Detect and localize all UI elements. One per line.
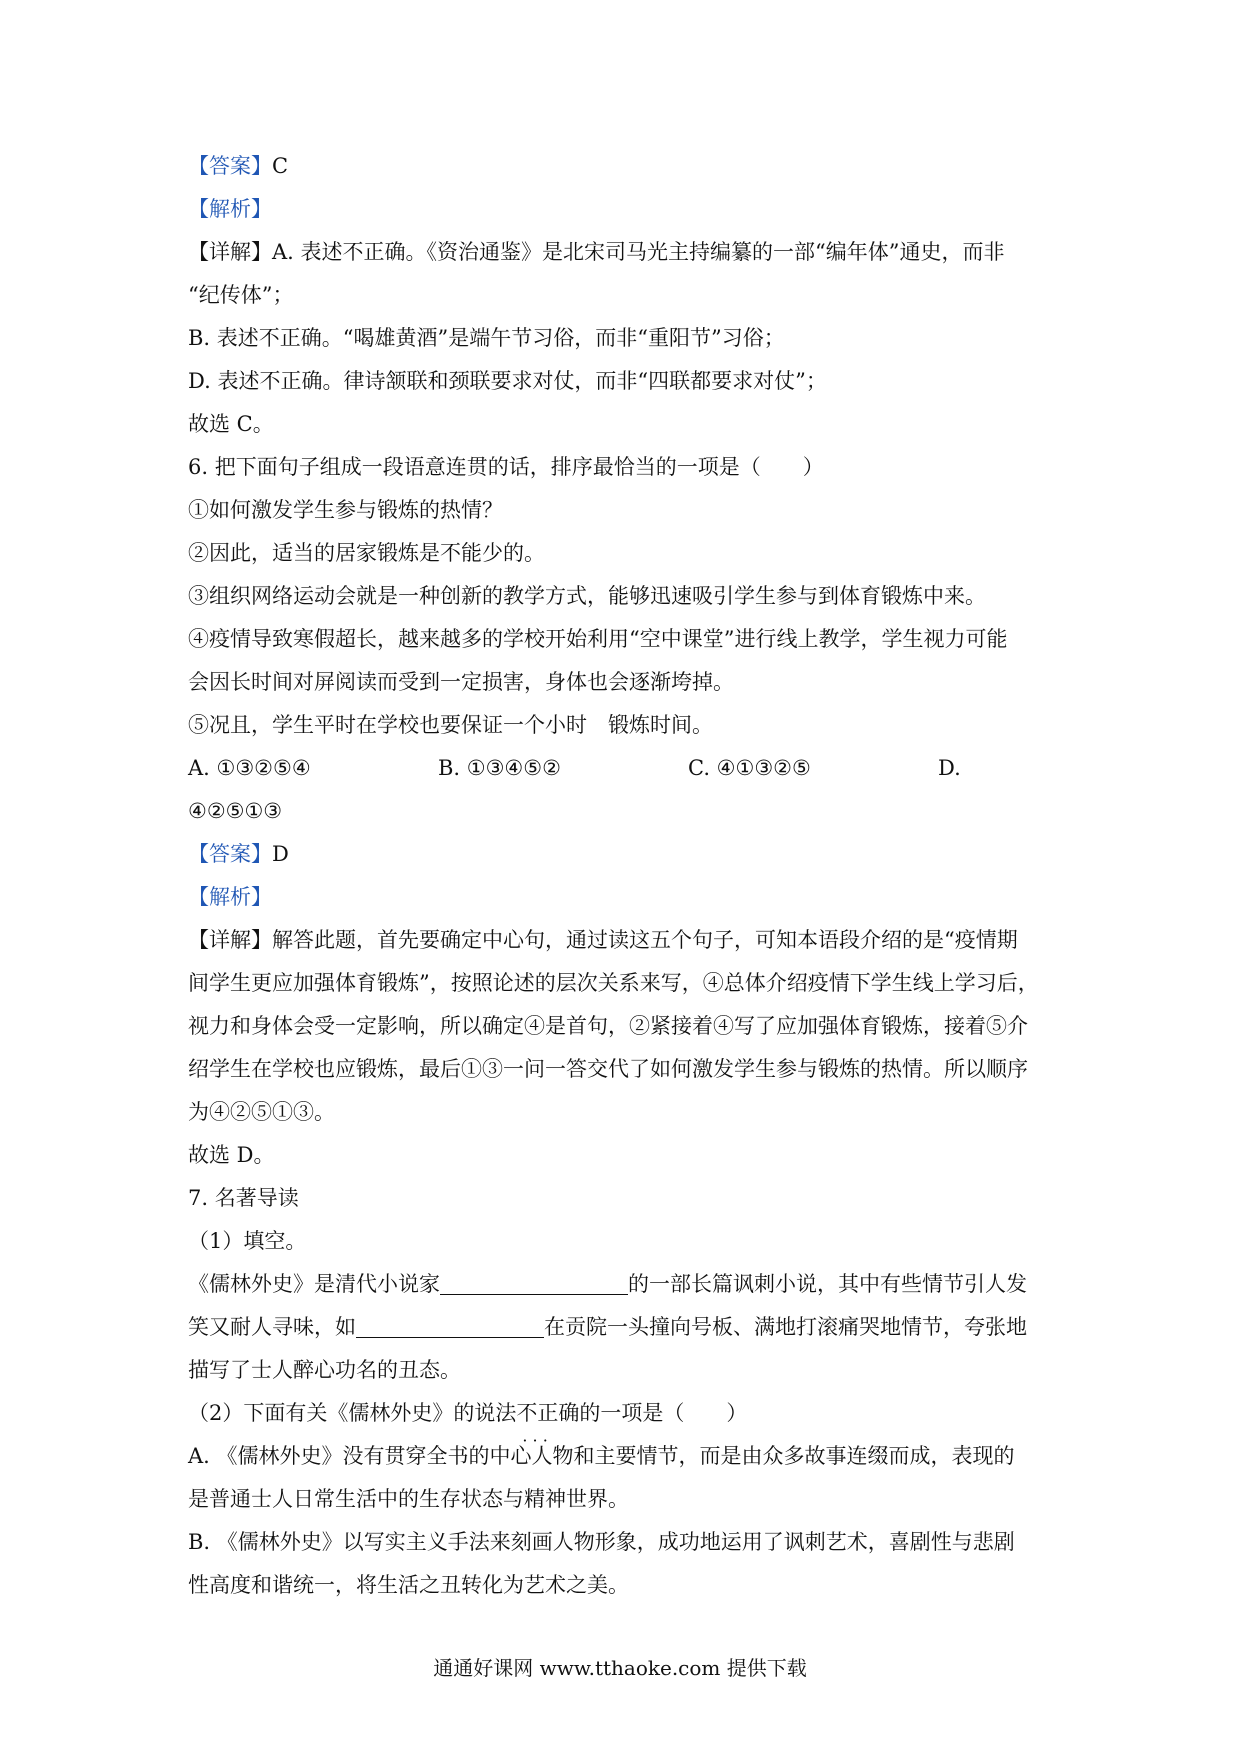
q7-option-b-cont: 性高度和谐统一，将生活之丑转化为艺术之美。 — [188, 1573, 629, 1597]
conclusion: 故选 C。 — [188, 412, 274, 436]
sentence-4: ④疫情导致寒假超长，越来越多的学校开始利用“空中课堂”进行线上教学，学生视力可能 — [188, 627, 1008, 651]
page-footer: 通通好课网 www.tthaoke.com 提供下载 — [433, 1656, 807, 1680]
option-a: A. ①③②⑤④ — [188, 756, 311, 780]
analysis-tag: 【解析】 — [188, 197, 272, 221]
q7-part-2 — [188, 1392, 1058, 1435]
detail-text: 间学生更应加强体育锻炼”，按照论述的层次关系来写，④总体介绍疫情下学生线上学习后， — [188, 971, 1039, 995]
detail-text: D. 表述不正确。律诗颔联和颈联要求对仗，而非“四联都要求对仗”； — [188, 369, 827, 393]
fill-text: 的一部长篇讽刺小说，其中有些情节引人发 — [628, 1272, 1027, 1296]
detail-text: B. 表述不正确。“喝雄黄酒”是端午节习俗，而非“重阳节”习俗； — [188, 326, 785, 350]
conclusion: 故选 D。 — [188, 1143, 275, 1167]
question-6-title: 6. 把下面句子组成一段语意连贯的话，排序最恰当的一项是（ ） — [188, 455, 824, 479]
option-d-value: ④②⑤①③ — [188, 799, 283, 823]
fill-blank — [440, 1272, 628, 1295]
option-d: D. — [938, 756, 961, 780]
detail-text: 视力和身体会受一定影响，所以确定④是首句，②紧接着④写了应加强体育锻炼，接着⑤介 — [188, 1014, 1028, 1038]
q7-option-a-cont: 是普通士人日常生活中的生存状态与精神世界。 — [188, 1487, 629, 1511]
sentence-4-cont: 会因长时间对屏阅读而受到一定损害，身体也会逐渐垮掉。 — [188, 670, 734, 694]
question-text: （2）下面有关《儒林外史》的说法 — [188, 1401, 517, 1425]
emphasis-text: 不正确 · · · — [516, 1401, 579, 1425]
answer-value: C — [272, 154, 289, 178]
fill-line-2 — [188, 1306, 1058, 1349]
document-page — [188, 145, 1058, 1607]
fill-line-3: 描写了士人醉心功名的丑态。 — [188, 1358, 461, 1382]
fill-blank — [356, 1315, 544, 1338]
answer-line — [188, 833, 1058, 876]
detail-text: 绍学生在学校也应锻炼，最后①③一问一答交代了如何激发学生参与锻炼的热情。所以顺序 — [188, 1057, 1028, 1081]
answer-tag: 【答案】 — [188, 842, 272, 866]
detail-text: 【详解】解答此题，首先要确定中心句，通过读这五个句子，可知本语段介绍的是“疫情期 — [188, 928, 1018, 952]
question-7-title: 7. 名著导读 — [188, 1186, 299, 1210]
q7-option-a: A. 《儒林外史》没有贯穿全书的中心人物和主要情节，而是由众多故事连缀而成，表现的 — [188, 1444, 1015, 1468]
fill-text: 笑又耐人寻味，如 — [188, 1315, 356, 1339]
sentence-3: ③组织网络运动会就是一种创新的教学方式，能够迅速吸引学生参与到体育锻炼中来。 — [188, 584, 986, 608]
answer-value: D — [272, 842, 289, 866]
detail-text: 为④②⑤①③。 — [188, 1100, 335, 1124]
answer-line — [188, 145, 1058, 188]
detail-text: 【详解】A. 表述不正确。《资治通鉴》是北宋司马光主持编纂的一部“编年体”通史，而非 — [188, 240, 1005, 264]
sentence-2: ②因此，适当的居家锻炼是不能少的。 — [188, 541, 545, 565]
question-text: 的一项是（ ） — [579, 1401, 748, 1425]
analysis-tag: 【解析】 — [188, 885, 272, 909]
q6-options — [188, 747, 1058, 790]
option-c: C. ④①③②⑤ — [688, 756, 811, 780]
sentence-1: ①如何激发学生参与锻炼的热情？ — [188, 498, 503, 522]
sentence-5: ⑤况且，学生平时在学校也要保证一个小时 锻炼时间。 — [188, 713, 713, 737]
answer-tag: 【答案】 — [188, 154, 272, 178]
fill-line-1 — [188, 1263, 1058, 1306]
fill-text: 在贡院一头撞向号板、满地打滚痛哭地情节，夸张地 — [544, 1315, 1027, 1339]
detail-text: “纪传体”； — [188, 283, 294, 307]
option-b: B. ①③④⑤② — [438, 756, 561, 780]
q7-part-1: （1）填空。 — [188, 1229, 307, 1253]
fill-text: 《儒林外史》是清代小说家 — [188, 1272, 440, 1296]
q7-option-b: B. 《儒林外史》以写实主义手法来刻画人物形象，成功地运用了讽刺艺术，喜剧性与悲剧 — [188, 1530, 1015, 1554]
